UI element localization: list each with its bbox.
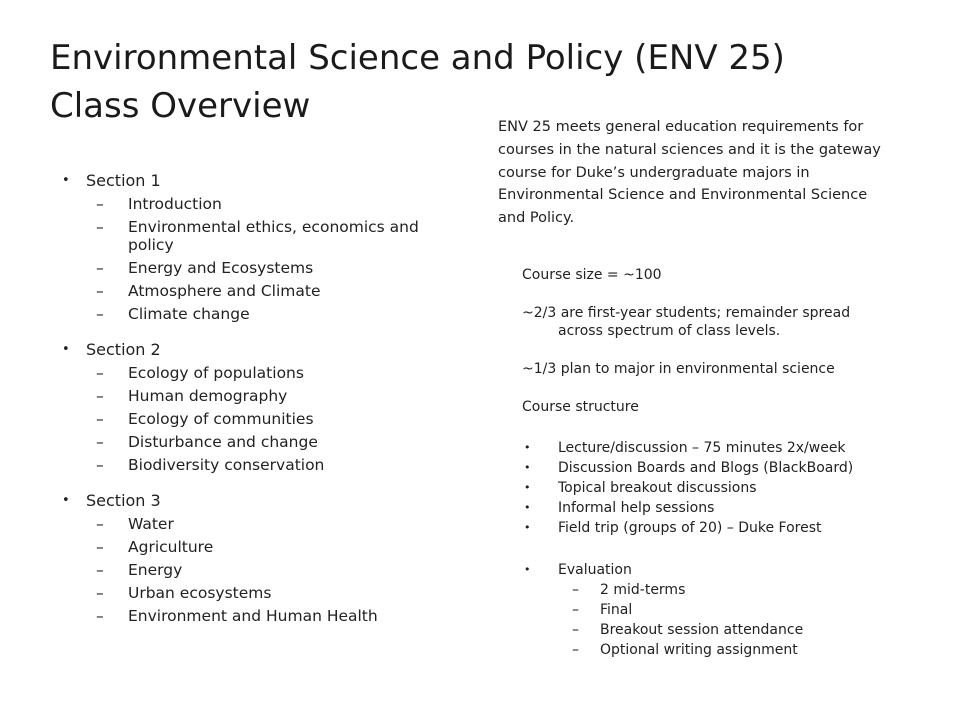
bullet-icon: • [524,481,531,494]
bullet-icon: • [62,173,70,188]
list-item: • Informal help sessions [524,500,715,516]
bullet-icon: • [524,501,531,514]
list-item: – Breakout session attendance [572,622,804,638]
section-1 [62,170,462,323]
intro-paragraph: ENV 25 meets general education requirements for courses in the natural sciences and it is the gateway course for Duke’s undergraduate majors in Environmental Science and Environmental Science and Policy. [498,119,881,227]
list-item: – Atmosphere and Climate [96,282,321,300]
list-item: • Discussion Boards and Blogs (BlackBoard) [524,460,854,476]
course-info [522,266,922,660]
list-item: – Water [96,515,174,533]
list-item: • Field trip (groups of 20) – Duke Forest [524,520,822,536]
list-item: – Optional writing assignment [572,642,798,658]
list-item: – Environmental ethics, economics and policy [96,218,419,254]
list-item: – Environment and Human Health [96,607,378,625]
major-note: ~1/3 plan to major in environmental science [522,361,835,377]
bullet-icon: • [524,521,531,534]
evaluation-label: • Evaluation [524,562,632,578]
list-item: – Ecology of populations [96,364,304,382]
list-item: – Ecology of communities [96,410,314,428]
list-item: – Energy and Ecosystems [96,259,314,277]
list-item: • Lecture/discussion – 75 minutes 2x/week [524,440,846,456]
title-line-2: Class Overview [50,86,311,126]
list-item: – Biodiversity conservation [96,456,325,474]
section-2 [62,339,462,474]
course-size: Course size = ~100 [522,267,662,283]
section-label: Section 2 [86,340,161,359]
list-item: – Introduction [96,195,222,213]
section-3 [62,490,462,625]
structure-label: Course structure [522,399,639,415]
list-item: – Energy [96,561,183,579]
list-item: – Final [572,602,633,618]
first-year-note: ~2/3 are first-year students; remainder spread across spectrum of class levels. [522,305,851,339]
list-item: – 2 mid-terms [572,582,686,598]
bullet-icon: • [62,493,70,508]
list-item: – Agriculture [96,538,214,556]
bullet-icon: • [524,461,531,474]
list-item: • Topical breakout discussions [524,480,757,496]
list-item: – Urban ecosystems [96,584,272,602]
section-label: Section 1 [86,171,161,190]
bullet-icon: • [524,563,531,576]
title-line-1: Environmental Science and Policy (ENV 25) [50,38,785,78]
sections-list [62,170,462,641]
list-item: – Disturbance and change [96,433,318,451]
section-label: Section 3 [86,491,161,510]
bullet-icon: • [62,342,70,357]
list-item: – Human demography [96,387,288,405]
bullet-icon: • [524,441,531,454]
list-item: – Climate change [96,305,250,323]
